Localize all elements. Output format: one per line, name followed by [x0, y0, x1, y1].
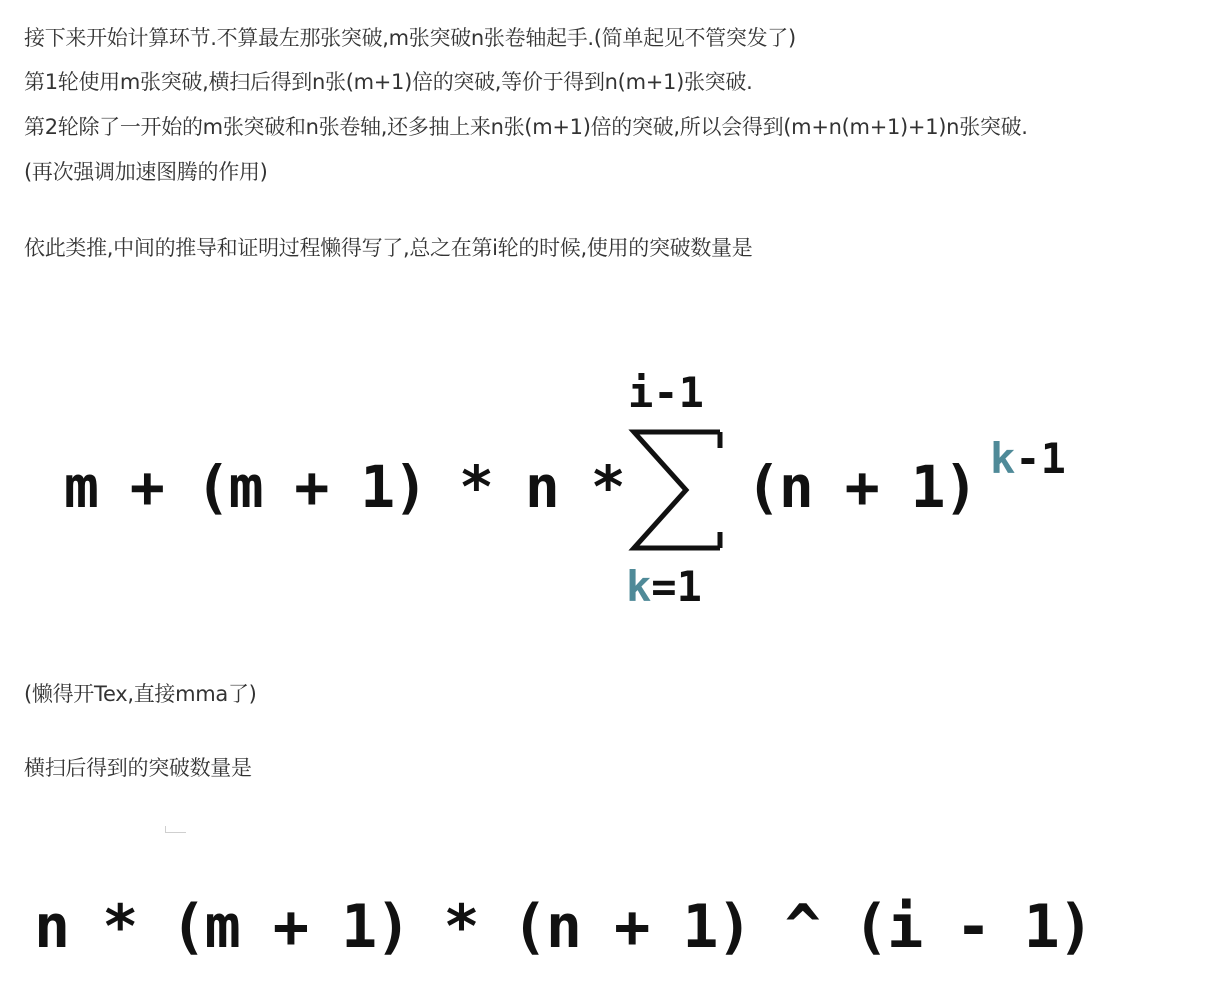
- paragraph-round-i: 依此类推,中间的推导和证明过程懒得写了,总之在第i轮的时候,使用的突破数量是: [24, 236, 753, 260]
- paragraph-note-totem: (再次强调加速图腾的作用): [24, 160, 268, 184]
- summation-sigma-icon: [628, 428, 724, 552]
- image-placeholder-mark: [165, 826, 186, 833]
- summation-index-start: =1: [651, 562, 702, 611]
- paragraph-intro: 接下来开始计算环节.不算最左那张突破,m张突破n张卷轴起手.(简单起见不管突发了): [24, 26, 796, 50]
- paragraph-round-1: 第1轮使用m张突破,横扫后得到n张(m+1)倍的突破,等价于得到n(m+1)张突破.: [24, 70, 753, 94]
- exponent-rest: -1: [1015, 434, 1066, 483]
- summation-index-var: k: [626, 562, 652, 611]
- formula-1-left: m + (m + 1) * n *: [64, 453, 624, 521]
- paragraph-round-2: 第2轮除了一开始的m张突破和n张卷轴,还多抽上来n张(m+1)倍的突破,所以会得到(m+n(m+1)+1)n张突破.: [24, 115, 1028, 139]
- paragraph-mma-note: (懒得开Tex,直接mma了): [24, 682, 257, 706]
- formula-1-right: (n + 1): [746, 453, 977, 521]
- formula-image-2: n * (m + 1) * (n + 1) ^ (i - 1): [34, 892, 1092, 962]
- formula-1-exponent: [990, 434, 1066, 484]
- exponent-var: k: [990, 434, 1016, 483]
- formula-1-sum-lower-limit: [626, 562, 702, 612]
- paragraph-sweep-result: 横扫后得到的突破数量是: [24, 756, 252, 780]
- formula-1-sum-upper-limit: i-1: [628, 368, 704, 417]
